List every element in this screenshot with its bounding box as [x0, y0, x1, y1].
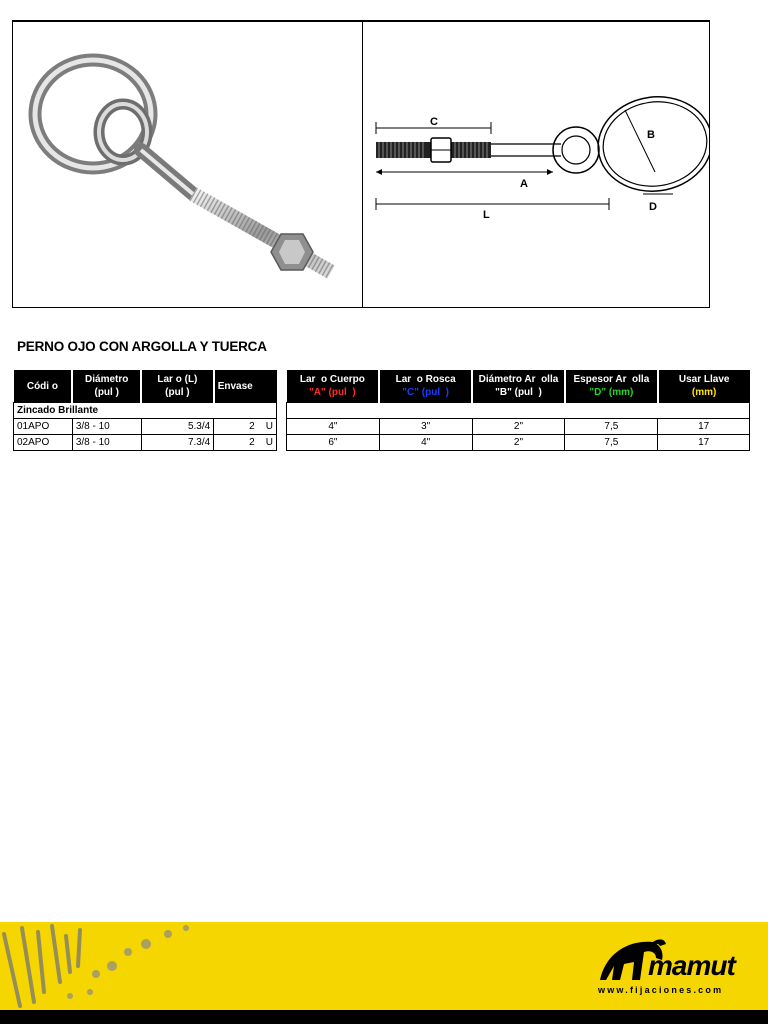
table-row: 01APO 3/8 - 10 5.3/4 2 U: [14, 419, 277, 435]
header-diametro-argolla: Diámetro Ar olla "B" (pul ): [472, 370, 565, 403]
spacer-row: [287, 403, 750, 419]
technical-drawing: [363, 22, 709, 308]
group-label: Zincado Brillante: [14, 403, 277, 419]
group-row: [14, 403, 277, 419]
header-largo: Lar o (L) (pul ): [141, 370, 214, 403]
header-diametro: Diámetro (pul ): [72, 370, 141, 403]
product-image-panel: [12, 20, 710, 308]
eye-bolt-photo-illustration: [13, 22, 362, 308]
dimension-label-b: B: [647, 129, 655, 141]
footer-bottom-bar: [0, 1010, 768, 1024]
header-envase: Envase: [214, 370, 277, 403]
table-row: 6" 4" 2" 7,5 17: [287, 435, 750, 451]
table-header-row: [287, 370, 750, 403]
dimension-label-d: D: [649, 201, 657, 213]
product-photo: [13, 22, 363, 308]
brand-website: www.fijaciones.com: [598, 985, 724, 995]
header-largo-rosca: Lar o Rosca "C" (pul ): [379, 370, 472, 403]
dimension-label-a: A: [520, 178, 528, 190]
header-usar-llave: Usar Llave (mm): [658, 370, 750, 403]
brand-logo-text: mamut: [648, 950, 735, 981]
table-header-row: [14, 370, 277, 403]
table-row: 4" 3" 2" 7,5 17: [287, 419, 750, 435]
header-codigo: Códi o: [14, 370, 73, 403]
header-largo-cuerpo: Lar o Cuerpo "A" (pul ): [287, 370, 380, 403]
eye-bolt-technical-drawing: [363, 22, 709, 308]
table-row: 02APO 3/8 - 10 7.3/4 2 U: [14, 435, 277, 451]
header-espesor-argolla: Espesor Ar olla "D" (mm): [565, 370, 658, 403]
product-title: PERNO OJO CON ARGOLLA Y TUERCA: [17, 339, 267, 354]
dimension-label-l: L: [483, 209, 490, 221]
product-spec-table-right: [286, 370, 750, 451]
dimension-label-c: C: [430, 116, 438, 128]
product-spec-table-left: [13, 370, 277, 451]
